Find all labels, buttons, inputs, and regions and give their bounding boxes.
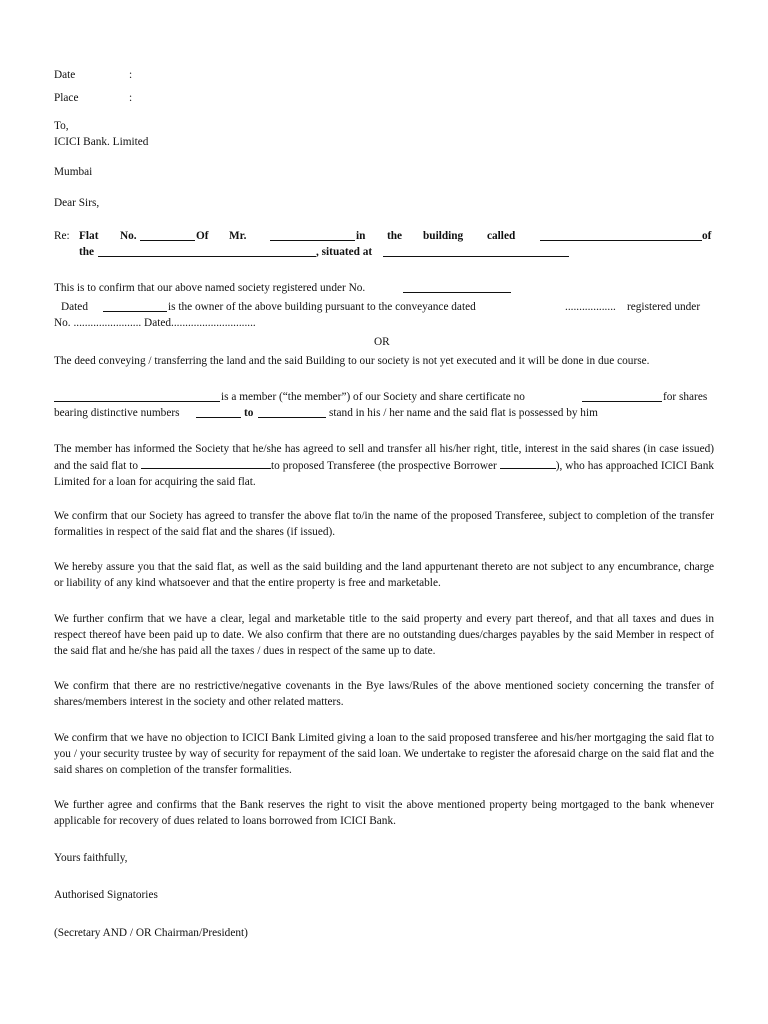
- no-dated-line: No. ........................ Dated..............................: [54, 317, 256, 329]
- registered-under: registered under: [627, 301, 701, 313]
- address-city: Mumbai: [54, 166, 93, 178]
- title-paragraph: We further confirm that we have a clear, legal and marketable title to the said property and every part thereof, and that all taxes and dues in respect thereof have been paid up to date. We also confirm that there are no outstanding dues/charges payables by the said Member in respect of the said flat and he/she has paid all the taxes / dues in respect of the same up to date.: [54, 613, 714, 657]
- re-of: Of: [196, 230, 209, 242]
- salutation: Dear Sirs,: [54, 197, 100, 209]
- to-word: to: [244, 407, 254, 419]
- re-building: building: [423, 230, 464, 242]
- location-blank[interactable]: [383, 245, 569, 257]
- dated-label: Dated: [61, 301, 88, 313]
- member-text: is a member (“the member”) of our Society and share certificate no: [221, 391, 525, 403]
- building-name-blank[interactable]: [540, 229, 702, 241]
- borrower-blank[interactable]: [500, 457, 556, 469]
- address-to: To,: [54, 120, 69, 132]
- closing-signatories: Authorised Signatories: [54, 889, 158, 901]
- registration-no-blank[interactable]: [403, 281, 511, 293]
- stand-text: stand in his / her name and the said flat is possessed by him: [329, 407, 598, 419]
- closing-yours: Yours faithfully,: [54, 852, 128, 864]
- transferee-blank[interactable]: [141, 457, 271, 469]
- assurance-paragraph: We hereby assure you that the said flat, as well as the said building and the land appurtenant thereto are not subject to any encumbrance, charge or liability of any kind whatsoever and that the entire property is free and marketable.: [54, 561, 714, 589]
- mr-name-blank[interactable]: [270, 229, 355, 241]
- re-flat: Flat: [79, 230, 99, 242]
- place-label: Place: [54, 92, 79, 104]
- member-informed-paragraph: [54, 441, 714, 490]
- re-situated: , situated at: [316, 246, 373, 258]
- society-name-blank[interactable]: [98, 245, 316, 257]
- bearing-text: bearing distinctive numbers: [54, 407, 180, 419]
- re-no: No.: [120, 230, 137, 242]
- approached-text: approached ICICI Bank Limited for a loan for acquiring the said flat.: [54, 460, 714, 488]
- distinctive-to-blank[interactable]: [258, 406, 326, 418]
- member-name-blank[interactable]: [54, 390, 220, 402]
- for-shares: for shares: [663, 391, 708, 403]
- visit-paragraph: We further agree and confirms that the Bank reserves the right to visit the above mentioned property being mortgaged to the bank whenever applicable for recovery of dues related to loans borrowed from ICICI Bank.: [54, 799, 714, 827]
- flat-no-blank[interactable]: [140, 229, 195, 241]
- closing-role: (Secretary AND / OR Chairman/President): [54, 927, 248, 939]
- conveyance-dots: ..................: [565, 301, 616, 313]
- member-informed-text: The member has informed the Society that he/she has agreed to sell and transfer all his/her right, title, interest in the said shares (in case issued) and the said flat to: [54, 443, 714, 472]
- re-prefix: Re:: [54, 230, 70, 242]
- no-objection-paragraph: We confirm that we have no objection to ICICI Bank Limited giving a loan to the said proposed transferee and his/her mortgaging the said flat to you / your security trustee by way of security for repayment of the said loan. We undertake to register the aforesaid charge on the said flat and the said shares on completion of the transfer formalities.: [54, 732, 714, 776]
- re-called: called: [487, 230, 516, 242]
- address-bank: ICICI Bank. Limited: [54, 136, 149, 148]
- re-mr: Mr.: [229, 230, 247, 242]
- date-colon: :: [129, 69, 133, 81]
- transfer-paragraph: We confirm that our Society has agreed to transfer the above flat to/in the name of the proposed Transferee, subject to completion of the transfer formalities in respect of the said flat and the shares (if issued).: [54, 510, 714, 538]
- date-label: Date: [54, 69, 76, 81]
- re-the: the: [387, 230, 403, 242]
- or-separator: OR: [374, 336, 390, 348]
- re-the2: the: [79, 246, 95, 258]
- owner-text: is the owner of the above building pursuant to the conveyance dated: [168, 301, 476, 313]
- covenants-paragraph: We confirm that there are no restrictive/negative covenants in the Bye laws/Rules of the above mentioned society concerning the transfer of shares/members interest in the society and other related matters.: [54, 680, 714, 708]
- society-dated-blank[interactable]: [103, 300, 167, 312]
- re-of2: of: [702, 230, 712, 242]
- re-in: in: [356, 230, 366, 242]
- distinctive-from-blank[interactable]: [196, 406, 241, 418]
- who-has-text: ), who has: [555, 460, 603, 472]
- to-proposed-text: to proposed Transferee (the prospective Borrower: [271, 460, 497, 472]
- confirm-line1: This is to confirm that our above named society registered under No.: [54, 282, 366, 294]
- certificate-no-blank[interactable]: [582, 390, 662, 402]
- place-colon: :: [129, 92, 133, 104]
- deed-paragraph: The deed conveying / transferring the land and the said Building to our society is not yet executed and it will be done in due course.: [54, 355, 650, 367]
